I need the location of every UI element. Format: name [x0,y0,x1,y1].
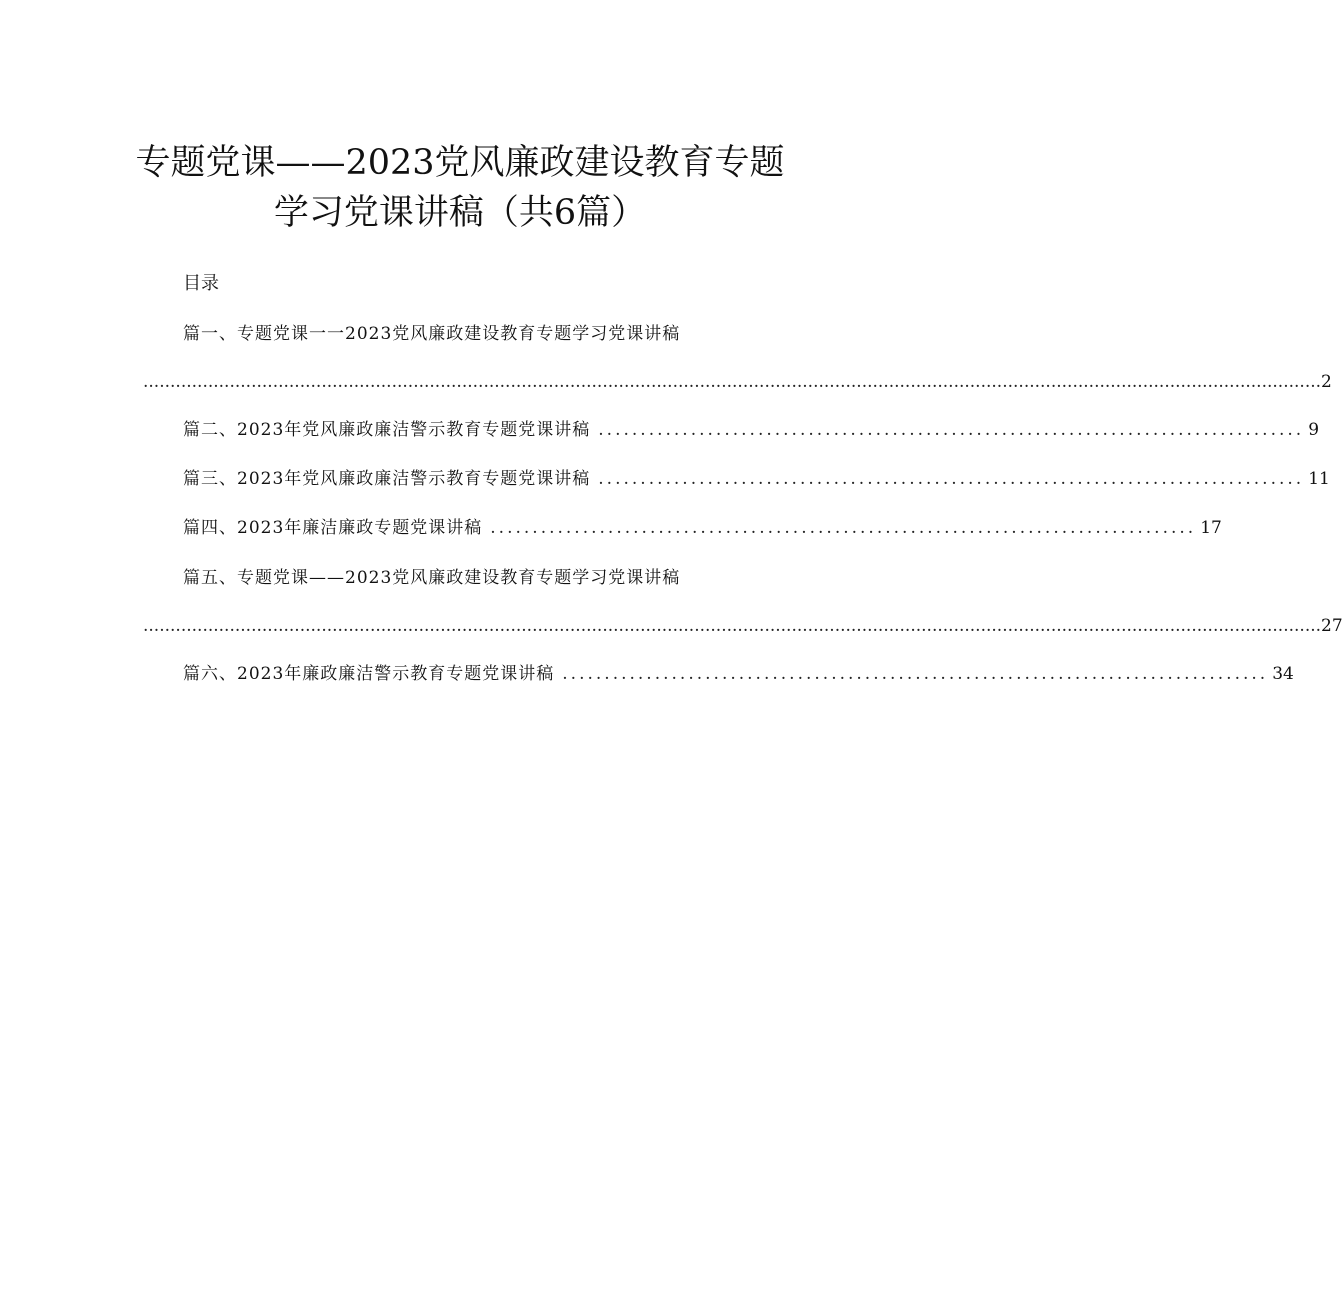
toc-entry-label: 篇二、2023年党风廉政廉洁警示教育专题党课讲稿 [183,420,591,440]
toc-entry-page: 34 [1272,664,1294,684]
dot-leader: .................................................................................... [598,469,1305,489]
toc-entry-page: 27 [1321,616,1343,636]
dot-leader: .................................................................................... [598,420,1305,440]
title-line-2: 学习党课讲稿（共6篇） [273,193,647,233]
toc-entry-label: 篇四、2023年廉洁廉政专题党课讲稿 [183,518,483,538]
toc-entry-1[interactable] [183,322,776,346]
toc-entry-6[interactable] [183,662,1294,686]
toc-entry-label: 篇一、专题党课一一2023党风廉政建设教育专题学习党课讲稿 [183,324,681,344]
toc-entry-page: 17 [1200,518,1222,538]
toc-entry-4[interactable] [183,516,1222,540]
dot-leader: .................................................................................... [490,518,1197,538]
toc-entry-5[interactable] [183,566,776,590]
toc-entry-page: 9 [1308,420,1320,440]
dot-leader: .......................................................................................................................................................................................................................... [143,372,1322,392]
toc-entry-label: 篇五、专题党课——2023党风廉政建设教育专题学习党课讲稿 [183,568,681,588]
toc-entry-5-leader-line[interactable] [143,614,1343,638]
dot-leader: .......................................................................................................................................................................................................................... [143,616,1322,636]
toc-entry-page: 2 [1321,372,1332,392]
dot-leader: .................................................................................... [562,664,1269,684]
toc-entry-label: 篇六、2023年廉政廉洁警示教育专题党课讲稿 [183,664,555,684]
toc-entry-label: 篇三、2023年党风廉政廉洁警示教育专题党课讲稿 [183,469,591,489]
toc-entry-1-leader-line[interactable] [143,370,1332,394]
document-title [0,138,920,238]
toc-entry-2[interactable] [183,418,1320,442]
title-line-1: 专题党课——2023党风廉政建设教育专题 [135,143,785,183]
toc-heading: 目录 [183,273,219,294]
toc-entry-page: 11 [1308,469,1330,489]
toc-entry-3[interactable] [183,467,1330,491]
